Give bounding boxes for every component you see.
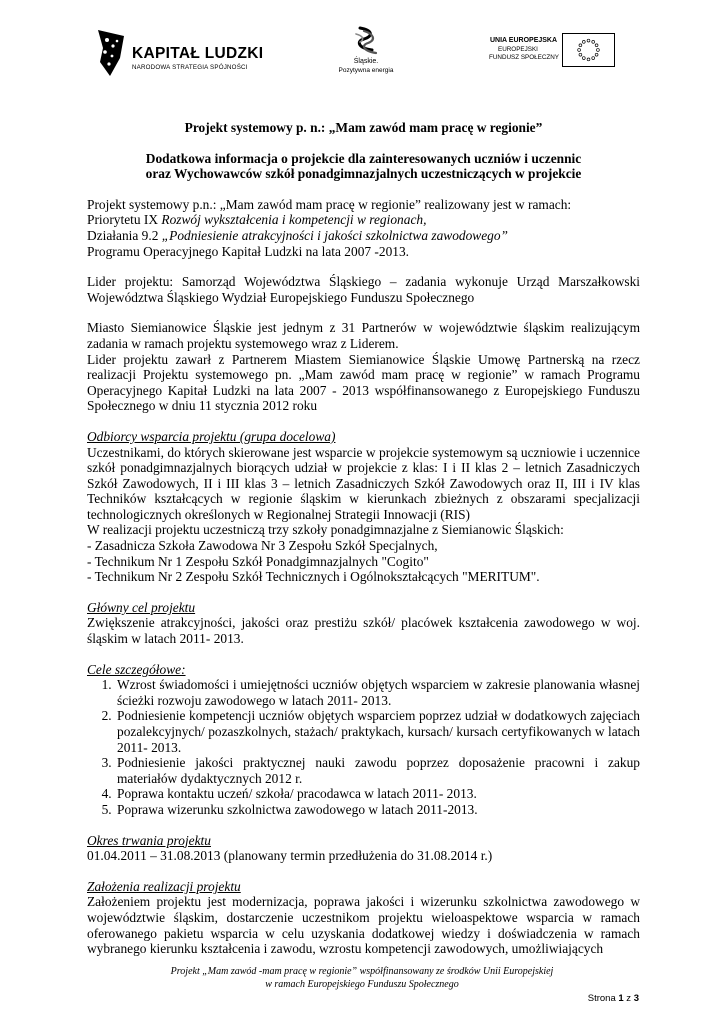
partner-paragraph-2: Lider projektu zawarł z Partnerem Miastem Siemianowice Śląskie Umowę Partnerską na rzecz realizacji Projektu systemowego pn. „Mam zawód mam pracę w regionie” w ramach Programu Operacyjnego Kapitał Ludzki na lata 2007 - 2013 współfinansowanego z Europejskiego Funduszu Społecznego w dniu 11 stycznia 2012 roku xyxy=(87,351,640,414)
subtitle-line-2: oraz Wychowawców szkół ponadgimnazjalnych uczestniczących w projekcie xyxy=(145,166,582,182)
footer-line-2: w ramach Europejskiego Funduszu Społecznego xyxy=(265,979,459,990)
kapital-ludzki-subtitle: NARODOWA STRATEGIA SPÓJNOŚCI xyxy=(132,64,248,71)
partner-paragraph-1: Miasto Siemianowice Śląskie jest jednym z 31 Partnerów w województwie śląskim realizującym zadania w ramach projektu systemowego wraz z Liderem. xyxy=(87,320,640,351)
page-footer xyxy=(100,965,624,991)
goal-item: 1. Wzrost świadomości i umiejętności uczniów objętych wsparciem w zakresie planowania własnej ścieżki rozwoju zawodowego w latach 2011- 2013. xyxy=(115,677,640,708)
eu-flag-icon xyxy=(562,33,615,67)
intro-program: Programu Operacyjnego Kapitał Ludzki na lata 2007 -2013. xyxy=(87,243,410,259)
slaskie-name: Śląskie. xyxy=(353,58,379,65)
school-item: - Zasadnicza Szkoła Zawodowa Nr 3 Zespołu Szkół Specjalnych, xyxy=(87,538,438,554)
school-item: - Technikum Nr 2 Zespołu Szkół Technicznych i Ogólnokształcących "MERITUM". xyxy=(87,569,540,585)
leader-paragraph: Lider projektu: Samorząd Województwa Śląskiego – zadania wykonuje Urząd Marszałkowski Województwa Śląskiego Wydział Europejskiego Funduszu Społecznego xyxy=(87,274,640,305)
eu-line-3: FUNDUSZ SPOŁECZNY xyxy=(489,54,559,61)
duration-text: 01.04.2011 – 31.08.2013 (planowany termin przedłużenia do 31.08.2014 r.) xyxy=(87,848,493,864)
main-goal-text: Zwiększenie atrakcyjności, jakości oraz prestiżu szkół/ placówek kształcenia zawodowego w woj. śląskim w latach 2011- 2013. xyxy=(87,615,640,647)
recipients-text: Uczestnikami, do których skierowane jest wsparcie w projekcie systemowym są uczniowie i uczennice szkół ponadgimnazjalnych biorących udział w projekcie z klas: I i II klas 2 – letnich Zasadniczych Szkół Zawodowych, II i III klas 3 – letnich Zasadniczych Szkół Zawodowych oraz II, III i IV klas Techników kształcących w regionie śląskim w kierunkach zbieżnych z obszarami specjalizacji technologicznych określonych w Regionalnej Strategii Innowacji (RIS) xyxy=(87,444,640,522)
intro-action: Działania 9.2 „Podniesienie atrakcyjności i jakości szkolnictwa zawodowego” xyxy=(87,227,508,243)
goal-item: 2. Podniesienie kompetencji uczniów objętych wsparciem poprzez udział w dodatkowych zajęciach pozalekcyjnych/ pozaszkolnych, stażach/ praktykach, kursach/ kursach certyfikowanych w latach 2011- 2013. xyxy=(115,708,640,755)
kapital-ludzki-name: KAPITAŁ LUDZKI xyxy=(132,45,264,62)
document-title: Projekt systemowy p. n.: „Mam zawód mam pracę w regionie” xyxy=(184,120,543,135)
assumptions-heading: Założenia realizacji projektu xyxy=(87,878,241,894)
intro-priority: Priorytetu IX Rozwój wykształcenia i kompetencji w regionach, xyxy=(87,212,427,228)
schools-intro: W realizacji projektu uczestniczą trzy szkoły ponadgimnazjalne z Siemianowic Śląskich: xyxy=(87,522,564,538)
eu-logo xyxy=(482,33,616,67)
eu-line-2: EUROPEJSKI xyxy=(498,46,538,53)
goal-item: 4. Poprawa kontaktu uczeń/ szkoła/ pracodawca w latach 2011- 2013. xyxy=(115,786,640,802)
main-goal-heading: Główny cel projektu xyxy=(87,599,196,615)
duration-heading: Okres trwania projektu xyxy=(87,832,211,848)
goal-item: 5. Poprawa wizerunku szkolnictwa zawodowego w latach 2011-2013. xyxy=(115,802,640,818)
document-body xyxy=(87,120,640,957)
page-number: Strona 1 z 3 xyxy=(587,993,639,1004)
kapital-ludzki-logo xyxy=(94,28,264,84)
kapital-ludzki-flag-icon xyxy=(94,28,128,78)
goals-list xyxy=(87,677,640,817)
slaskie-mark-icon xyxy=(350,26,382,56)
slaskie-logo xyxy=(331,26,401,82)
subtitle-line-1: Dodatkowa informacja o projekcie dla zainteresowanych uczniów i uczennic xyxy=(145,150,582,166)
eu-line-1: UNIA EUROPEJSKA xyxy=(490,37,558,44)
footer-line-1: Projekt „Mam zawód -mam pracę w regionie” współfinansowany ze środków Unii Europejskiej xyxy=(170,966,554,977)
goals-heading: Cele szczegółowe: xyxy=(87,661,186,677)
assumptions-text: Założeniem projektu jest modernizacja, poprawa jakości i wizerunku szkolnictwa zawodowego w województwie śląskim, dostarczenie uczestnikom projektu wieloaspektowe wsparcia w ramach oferowanego pakietu wsparcia w celu uzyskania dodatkowej wiedzy i doświadczenia w ramach wybranego kierunku kształcenia i zawodu, wzrostu kompetencji zawodowych, umożliwiających xyxy=(87,894,640,957)
intro-line: Projekt systemowy p.n.: „Mam zawód mam pracę w regionie” realizowany jest w ramach: xyxy=(87,196,572,212)
slaskie-tagline: Pozytywna energia xyxy=(338,67,394,74)
goal-item: 3. Podniesienie jakości praktycznej nauki zawodu poprzez doposażenie pracowni i zakup materiałów dydaktycznych 2012 r. xyxy=(115,755,640,786)
recipients-heading: Odbiorcy wsparcia projektu (grupa docelowa) xyxy=(87,428,336,444)
school-item: - Technikum Nr 1 Zespołu Szkół Ponadgimnazjalnych "Cogito" xyxy=(87,553,429,569)
